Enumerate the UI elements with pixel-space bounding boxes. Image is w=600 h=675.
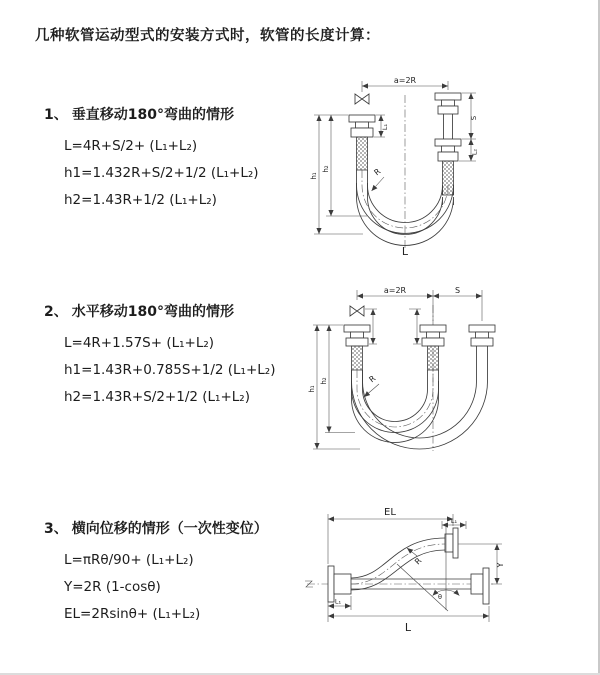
dim-label-l1-top: L₁ [450, 517, 458, 525]
braided-hose-section [443, 161, 454, 195]
dim-label-s: S [454, 286, 461, 295]
dim-label-h1: h₁ [308, 385, 316, 393]
section-2 [44, 301, 314, 411]
dimension-fitting-middle [409, 309, 421, 344]
diagram-vertical-180-bend [305, 73, 595, 261]
section-3-heading [44, 518, 314, 538]
right-flange-original [471, 568, 489, 604]
dimension-s [433, 286, 482, 296]
dim-label-a2r: a=2R [383, 286, 407, 295]
diagram-lateral-displacement [295, 498, 600, 658]
braided-hose-section [357, 137, 368, 170]
radius-label: R [367, 373, 378, 385]
length-label: L [401, 245, 409, 258]
formula-L: L=4R+1.57S+ (L₁+L₂) [64, 335, 215, 351]
section-3 [44, 518, 314, 628]
hose-displaced-position [351, 538, 445, 590]
dim-label-y: Y [496, 562, 505, 568]
braided-hose-section [352, 346, 363, 370]
angle-label: θ [438, 593, 442, 601]
section-3-title: 横向位移的情形（一次性变位） [71, 521, 268, 537]
section-2-number: 2、 [44, 304, 68, 320]
hose-u-small [352, 370, 439, 442]
radius-label: R [372, 166, 383, 178]
valve-icon [350, 306, 364, 316]
section-1-number: 1、 [44, 107, 68, 123]
dimension-l1 [374, 115, 389, 137]
formula-h1: h1=1.432R+S/2+1/2 (L₁+L₂) [64, 165, 259, 181]
dim-label-l: L [404, 621, 412, 634]
section-1-heading [44, 104, 314, 124]
right-flange-displaced [445, 528, 458, 558]
middle-flange [420, 325, 446, 370]
dim-label-a2r: a=2R [393, 76, 417, 85]
dimension-l [328, 602, 489, 634]
formula-h1: h1=1.43R+0.785S+1/2 (L₁+L₂) [64, 362, 276, 378]
section-3-number: 3、 [44, 521, 68, 537]
dim-label-h1: h₁ [310, 172, 318, 180]
right-flange-upper [435, 93, 461, 114]
dimension-el [328, 507, 453, 564]
radius-callout [407, 548, 424, 566]
formula-L: L=4R+S/2+ (L₁+L₂) [64, 138, 198, 154]
dimension-s [459, 93, 479, 161]
right-pipe [444, 114, 453, 139]
section-1 [44, 104, 314, 214]
left-flange [344, 325, 370, 370]
formula-h2: h2=1.43R+1/2 (L₁+L₂) [64, 192, 217, 208]
radius-label: R [413, 556, 424, 567]
braided-hose-section [428, 346, 439, 370]
dimension-a-2r [362, 76, 448, 92]
formula-EL: EL=2Rsinθ+ (L₁+L₂) [64, 606, 201, 622]
valve-icon [355, 94, 369, 104]
radius-callout [372, 167, 385, 191]
formula-h2: h2=1.43R+S/2+1/2 (L₁+L₂) [64, 389, 250, 405]
section-1-title: 垂直移动180°弯曲的情形 [71, 107, 234, 123]
dimension-a-2r [357, 286, 482, 321]
dim-label-h2: h₂ [320, 377, 328, 385]
dim-label-el: EL [384, 507, 396, 518]
left-flange [349, 115, 375, 170]
construction-diagonal [397, 564, 448, 611]
right-flange-moved [469, 325, 495, 361]
section-2-heading [44, 301, 314, 321]
radius-callout [364, 374, 379, 397]
section-2-title: 水平移动180°弯曲的情形 [71, 304, 234, 320]
formula-L: L=πRθ/90+ (L₁+L₂) [64, 552, 194, 568]
diagram-horizontal-180-bend [305, 281, 595, 469]
dim-label-l1: L₁ [381, 123, 389, 131]
dim-label-l2: L₂ [470, 148, 479, 156]
dim-label-l1-bottom: L₁ [334, 597, 342, 606]
page-title: 几种软管运动型式的安装方式时，软管的长度计算： [35, 28, 380, 44]
formula-Y: Y=2R (1-cosθ) [64, 579, 161, 595]
dim-label-s: S [470, 115, 478, 121]
dim-label-h2: h₂ [322, 165, 330, 173]
